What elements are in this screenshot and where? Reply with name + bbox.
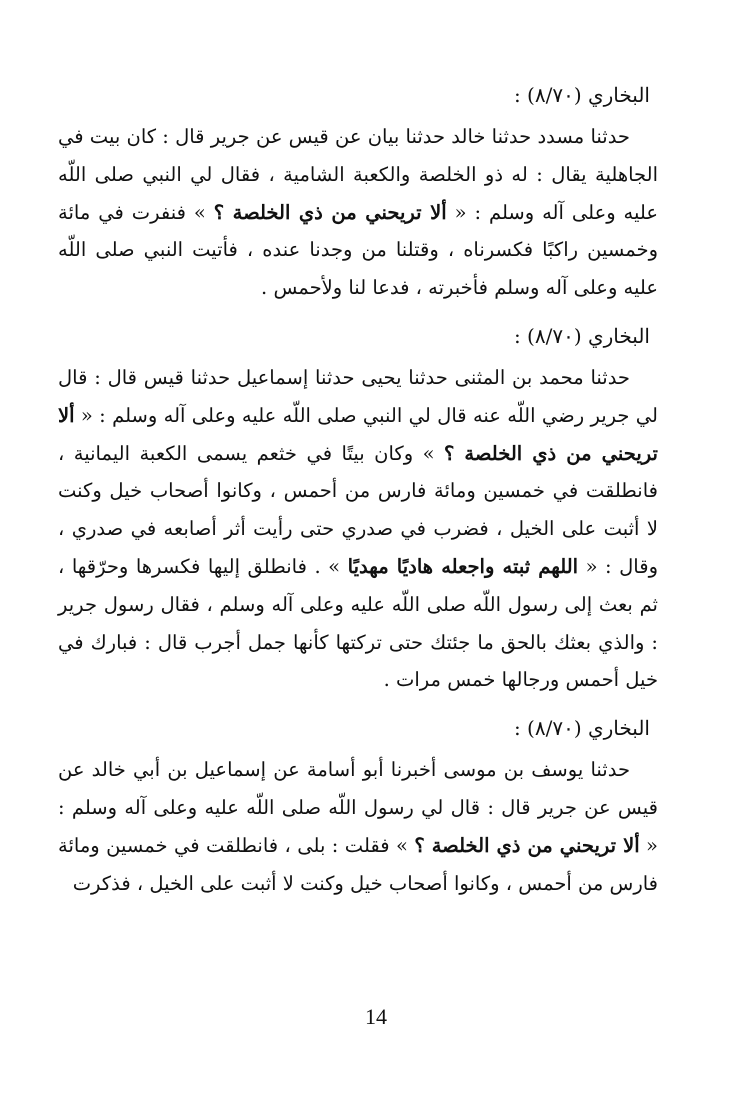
- hadith-section-3: [58, 705, 658, 902]
- text-segment: حدثنا محمد بن المثنى حدثنا يحيى حدثنا إسماعيل حدثنا قيس قال : قال لي جرير رضي اللّه عنه قال لي النبي صلى اللّه عليه وعلى آله وسلم : «: [58, 365, 658, 427]
- hadith-section-2: [58, 313, 658, 699]
- page-body: [58, 72, 658, 908]
- section-heading: البخاري (٨/٧٠) :: [513, 83, 650, 107]
- bold-quote: ألا تريحني من ذي الخلصة ؟: [213, 200, 447, 224]
- bold-quote: ألا تريحني من ذي الخلصة ؟: [58, 403, 658, 465]
- bold-quote: اللهم ثبته واجعله هاديًا مهديًا: [347, 554, 579, 578]
- text-segment: » . فانطلق إليها فكسرها وحرّقها ، ثم بعث إلى رسول اللّه صلى اللّه عليه وعلى آله وسلم ، فقال رسول جرير : والذي بعثك بالحق ما جئتك حتى تركتها كأنها جمل أجرب قال : فبارك في خيل أحمس ورجالها خمس مرات .: [58, 554, 658, 692]
- hadith-text: [58, 118, 658, 307]
- section-heading: البخاري (٨/٧٠) :: [513, 323, 650, 348]
- hadith-section-1: [58, 72, 658, 307]
- text-segment: حدثنا مسدد حدثنا خالد حدثنا بيان عن قيس عن جرير قال : كان بيت في الجاهلية يقال : له ذو الخلصة والكعبة الشامية ، فقال لي النبي صلى اللّه عليه وعلى آله وسلم : «: [58, 125, 658, 224]
- bold-quote: ألا تريحني من ذي الخلصة ؟: [414, 833, 640, 857]
- page-number: 14: [365, 1004, 387, 1029]
- section-heading: البخاري (٨/٧٠) :: [513, 716, 650, 741]
- text-segment: » وكان بيتًا في خثعم يسمى الكعبة اليمانية ، فانطلقت في خمسين ومائة فارس من أحمس ، وكانوا أصحاب خيل وكنت لا أثبت على الخيل ، فضرب في صدري حتى رأيت أثر أصابعه في صدري ، وقال : «: [58, 441, 658, 578]
- text-segment: » فقلت : بلى ، فانطلقت في خمسين ومائة فارس من أحمس ، وكانوا أصحاب خيل وكنت لا أثبت على الخيل ، فذكرت: [58, 833, 658, 895]
- hadith-text: [58, 359, 658, 699]
- hadith-text: [58, 751, 658, 902]
- text-segment: » فنفرت في مائة وخمسين راكبًا فكسرناه ، وقتلنا من وجدنا عنده ، فأتيت النبي صلى اللّه عليه وعلى آله وسلم فأخبرته ، فدعا لنا ولأحمس .: [58, 200, 658, 300]
- text-segment: حدثنا يوسف بن موسى أخبرنا أبو أسامة عن إسماعيل بن أبي خالد عن قيس عن جرير قال : قال لي رسول اللّه صلى اللّه عليه وعلى آله وسلم : «: [58, 758, 658, 857]
